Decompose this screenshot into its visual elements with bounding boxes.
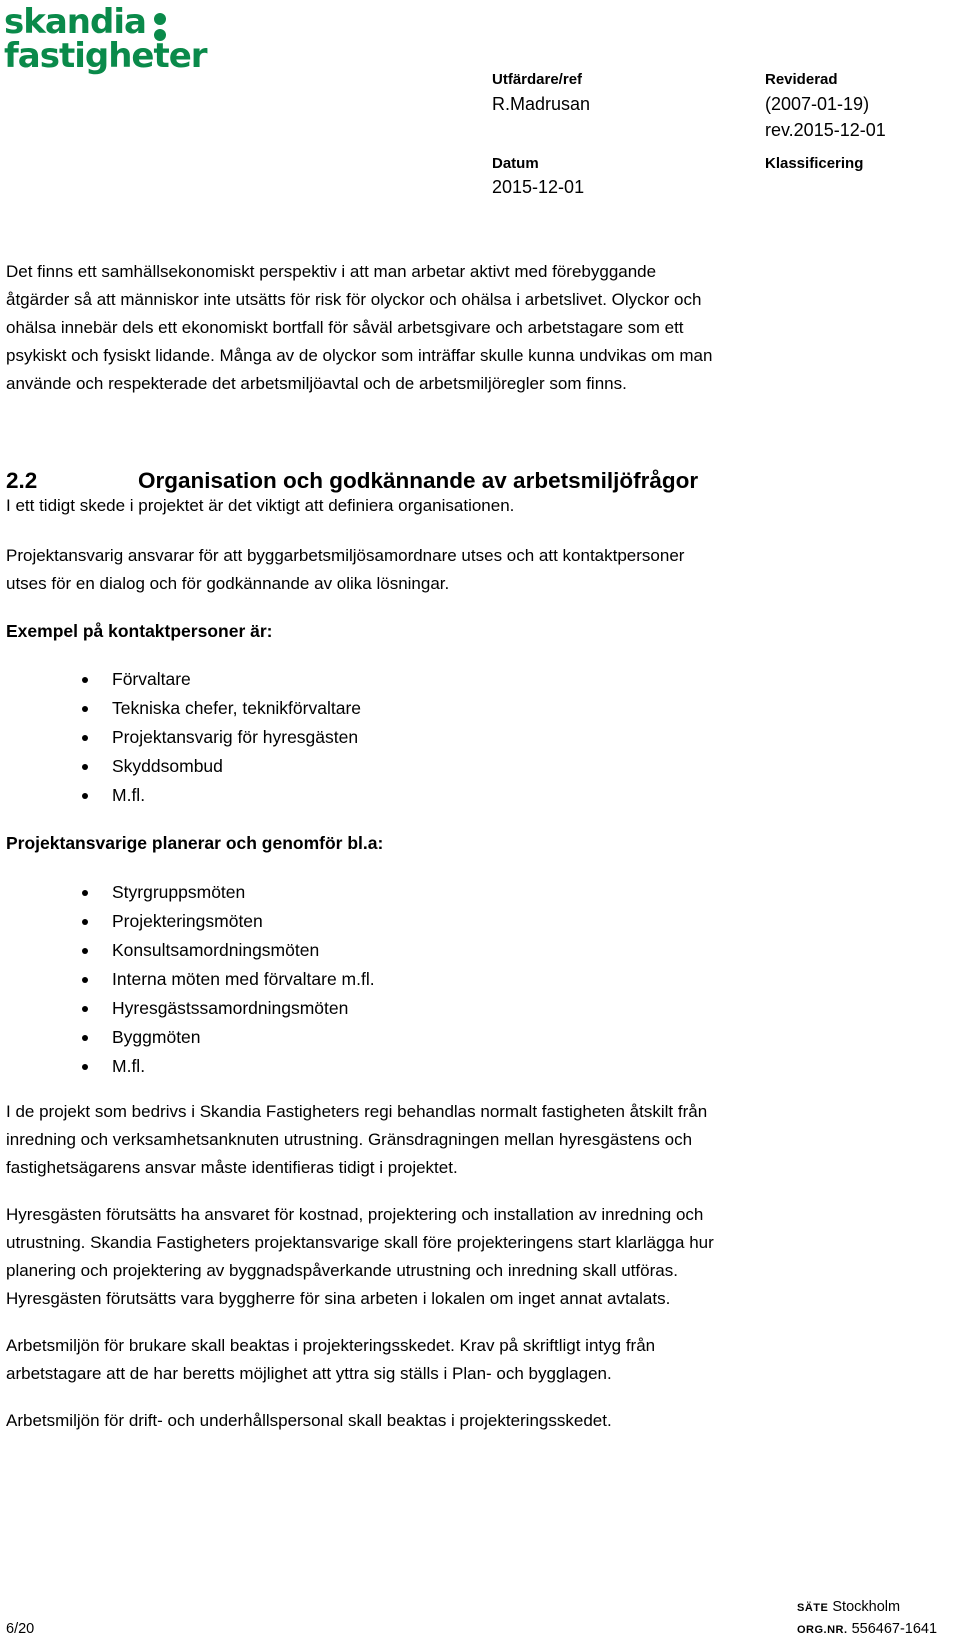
paragraph-line: utses för en dialog och för godkännande av olika lösningar. xyxy=(6,574,450,593)
footer-org xyxy=(797,1620,937,1639)
paragraph-line: Hyresgästen förutsätts ha ansvaret för kostnad, projektering och installation av inredning och xyxy=(6,1205,704,1224)
list-item: Byggmöten xyxy=(0,1023,375,1052)
list-item: Tekniska chefer, teknikförvaltare xyxy=(0,694,361,723)
classification-label: Klassificering xyxy=(765,155,864,172)
logo-line-1: skandia xyxy=(4,2,146,42)
date-label: Datum xyxy=(492,155,539,172)
footer-seat xyxy=(797,1598,900,1617)
org-label: ORG.NR. xyxy=(797,1624,848,1636)
responsibility-paragraph xyxy=(6,542,946,598)
logo-line-2: fastigheter xyxy=(4,36,207,76)
list-item: Interna möten med förvaltare m.fl. xyxy=(0,965,375,994)
paragraph-line: I de projekt som bedrivs i Skandia Fastigheters regi behandlas normalt fastigheten åtskilt från xyxy=(6,1102,708,1121)
list-item: Förvaltare xyxy=(0,665,361,694)
bullet-icon xyxy=(82,706,88,712)
paragraph-line: planering och projektering av byggnadspåverkande utrustning och inredning skall utföras. xyxy=(6,1261,678,1280)
list-item: Projekteringsmöten xyxy=(0,907,375,936)
bullet-icon xyxy=(82,677,88,683)
list-item: Projektansvarig för hyresgästen xyxy=(0,723,361,752)
intro-line: Det finns ett samhällsekonomiskt perspektiv i att man arbetar aktivt med förebyggande xyxy=(6,262,657,281)
issuer-value: R.Madrusan xyxy=(492,94,591,114)
paragraph-line: utrustning. Skandia Fastigheters projektansvarige skall före projekteringens start klarlägga hur xyxy=(6,1233,714,1252)
bullet-icon xyxy=(82,890,88,896)
section-title: Organisation och godkännande av arbetsmiljöfrågor xyxy=(138,468,699,493)
bullet-icon xyxy=(82,1064,88,1070)
bullet-icon xyxy=(82,919,88,925)
list-item: Hyresgästssamordningsmöten xyxy=(0,994,375,1023)
seat-label: SÄTE xyxy=(797,1602,829,1614)
list-item: Konsultsamordningsmöten xyxy=(0,936,375,965)
revised-value-2: rev.2015-12-01 xyxy=(765,120,886,140)
bullet-icon xyxy=(82,793,88,799)
delimitation-paragraph xyxy=(6,1098,946,1182)
intro-line: åtgärder så att människor inte utsätts för risk för olyckor och ohälsa i arbetslivet. Olyckor och xyxy=(6,290,702,309)
section-number: 2.2 xyxy=(6,468,38,493)
paragraph-line: Hyresgästen förutsätts vara byggherre för sina arbeten i lokalen om inget annat avtalats. xyxy=(6,1289,671,1308)
bullet-icon xyxy=(82,764,88,770)
section-intro: I ett tidigt skede i projektet är det viktigt att definiera organisationen. xyxy=(6,496,515,515)
tenant-paragraph xyxy=(6,1201,946,1313)
paragraph-line: Arbetsmiljön för brukare skall beaktas i projekteringsskedet. Krav på skriftligt intyg från xyxy=(6,1336,656,1355)
page-number: 6/20 xyxy=(6,1621,35,1637)
intro-line: använde och respekterade det arbetsmiljöavtal och de arbetsmiljöregler som finns. xyxy=(6,374,627,393)
paragraph-line: Projektansvarig ansvarar för att byggarbetsmiljösamordnare utses och att kontaktpersoner xyxy=(6,546,685,565)
contacts-heading: Exempel på kontaktpersoner är: xyxy=(6,621,273,641)
revised-value-1: (2007-01-19) xyxy=(765,94,870,114)
intro-line: psykiskt och fysiskt lidande. Många av de olyckor som inträffar skulle kunna undvikas om man xyxy=(6,346,713,365)
company-logo xyxy=(4,2,234,82)
issuer-label: Utfärdare/ref xyxy=(492,71,583,88)
list-item: M.fl. xyxy=(0,1052,375,1081)
bullet-icon xyxy=(82,735,88,741)
bullet-icon xyxy=(82,948,88,954)
paragraph-line: inredning och verksamhetsanknuten utrustning. Gränsdragningen mellan hyresgästens och xyxy=(6,1130,693,1149)
maintenance-paragraph: Arbetsmiljön för drift- och underhållspersonal skall beaktas i projekteringsskedet. xyxy=(6,1411,612,1430)
intro-line: ohälsa innebär dels ett ekonomiskt bortfall för såväl arbetsgivare och arbetstagare som ett xyxy=(6,318,684,337)
paragraph-line: arbetstagare att de har beretts möjlighet att yttra sig ställs i Plan- och bygglagen. xyxy=(6,1364,612,1383)
paragraph-line: fastighetsägarens ansvar måste identifieras tidigt i projektet. xyxy=(6,1158,458,1177)
list-item: Styrgruppsmöten xyxy=(0,878,375,907)
seat-value: Stockholm xyxy=(832,1599,901,1615)
intro-paragraph xyxy=(6,258,946,398)
date-value: 2015-12-01 xyxy=(492,177,585,197)
user-environment-paragraph xyxy=(6,1332,946,1388)
bullet-icon xyxy=(82,1035,88,1041)
plans-list xyxy=(0,878,375,1081)
list-item: M.fl. xyxy=(0,781,361,810)
plans-heading: Projektansvarige planerar och genomför bl.a: xyxy=(6,833,384,853)
revised-label: Reviderad xyxy=(765,71,838,88)
bullet-icon xyxy=(82,1006,88,1012)
org-value: 556467-1641 xyxy=(851,1621,938,1637)
bullet-icon xyxy=(82,977,88,983)
list-item: Skyddsombud xyxy=(0,752,361,781)
contacts-list xyxy=(0,665,361,810)
